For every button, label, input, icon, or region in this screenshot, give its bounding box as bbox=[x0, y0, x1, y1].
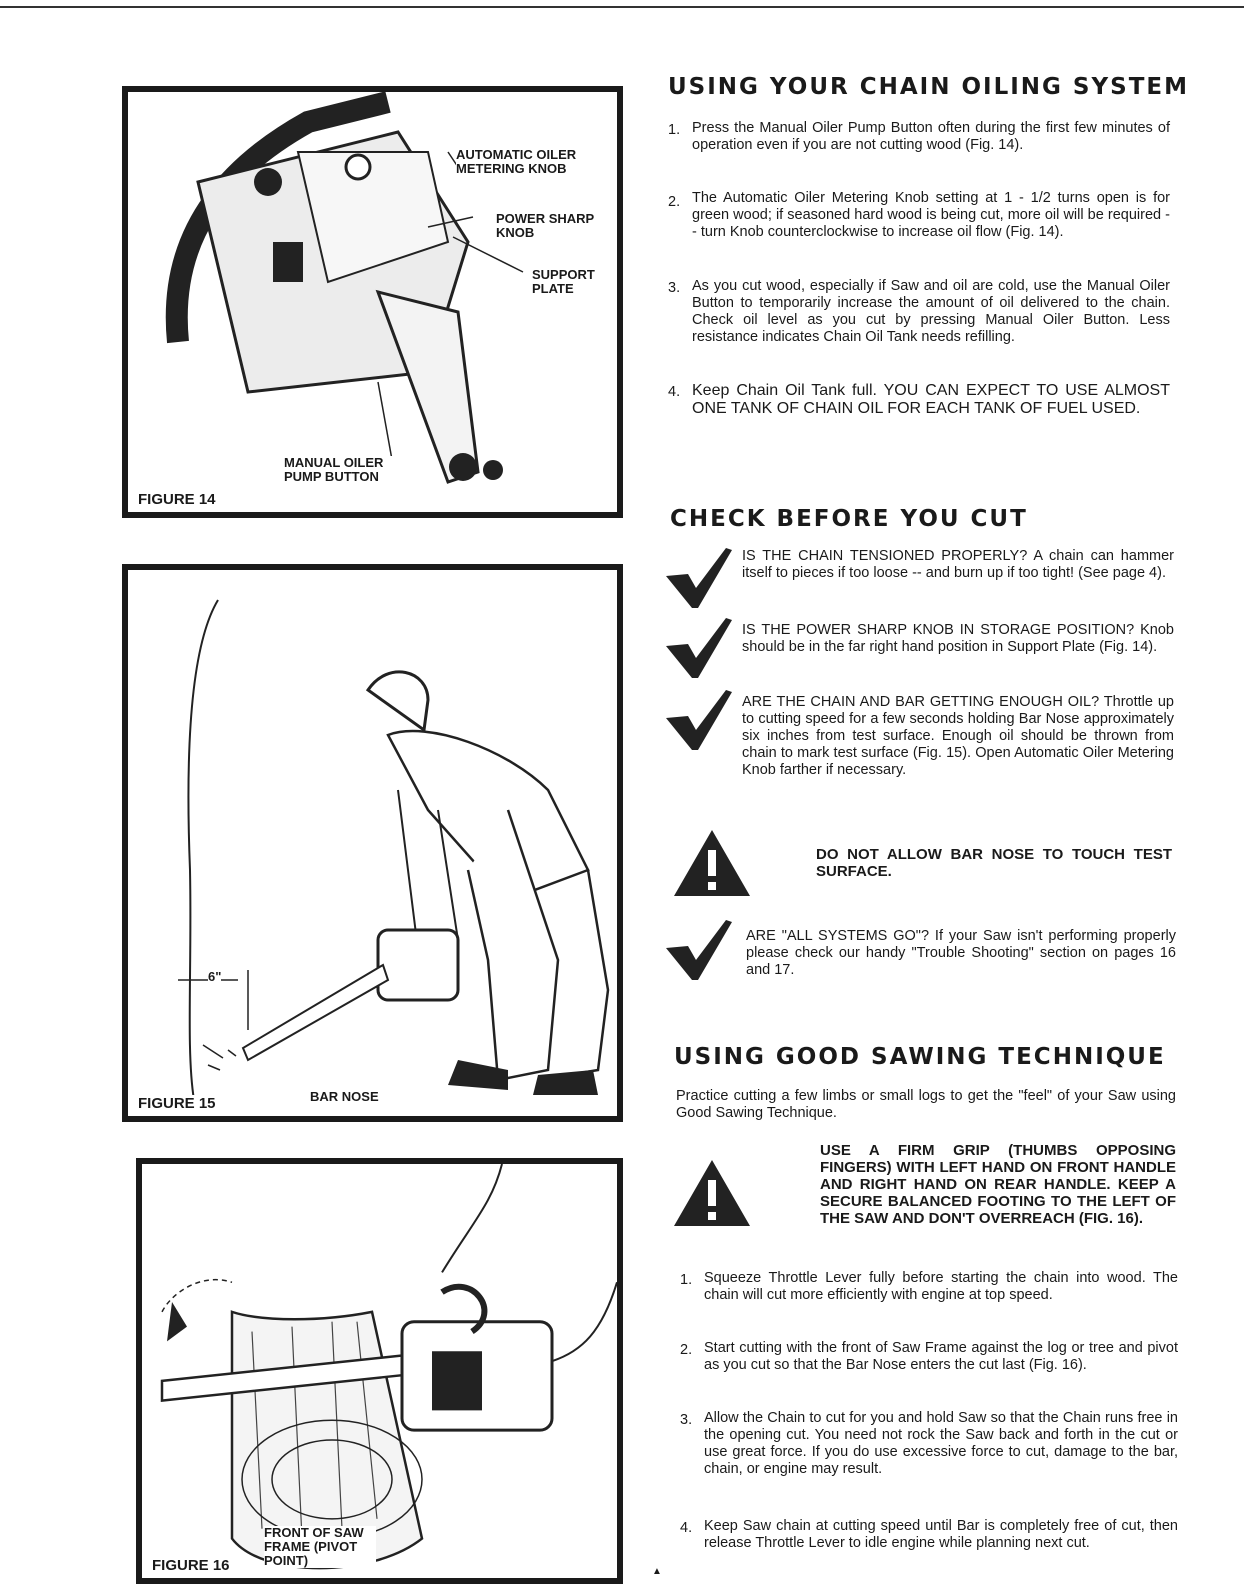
check-item-2: IS THE POWER SHARP KNOB IN STORAGE POSITION? Knob should be in the far right hand position in Support Plate (Fig. 14). bbox=[742, 622, 1174, 655]
oiling-item-4: Keep Chain Oil Tank full. YOU CAN EXPECT TO USE ALMOST ONE TANK OF CHAIN OIL FOR EACH TANK OF FUEL USED. bbox=[692, 382, 1170, 417]
sawing-item-1: Squeeze Throttle Lever fully before starting the chain into wood. The chain will cut more efficiently with engine at top speed. bbox=[704, 1270, 1178, 1303]
figure-16 bbox=[136, 1158, 623, 1584]
figure-14 bbox=[122, 86, 623, 518]
sawing-item-1-number: 1. bbox=[680, 1272, 693, 1288]
label-manual-oiler: MANUAL OILER PUMP BUTTON bbox=[284, 456, 414, 484]
label-power-sharp: POWER SHARP KNOB bbox=[496, 212, 616, 240]
label-distance: 6" bbox=[208, 969, 222, 984]
pivot-cut-illustration bbox=[142, 1164, 617, 1578]
figure-15-caption: FIGURE 15 bbox=[134, 1095, 220, 1112]
oiling-item-1: Press the Manual Oiler Pump Button often during the first few minutes of operation even if you are not cutting wood (Fig. 14). bbox=[692, 120, 1170, 153]
heading-sawing: USING GOOD SAWING TECHNIQUE bbox=[674, 1044, 1166, 1070]
check-item-3: ARE THE CHAIN AND BAR GETTING ENOUGH OIL? Throttle up to cutting speed for a few seconds holding Bar Nose approximately six inches from test surface. Enough oil should be thrown from chain to mark test surface (Fig. 15). Open Automatic Oiler Metering Knob farther if necessary. bbox=[742, 694, 1174, 778]
warning-icon bbox=[674, 830, 750, 896]
oiling-item-3-number: 3. bbox=[668, 280, 681, 296]
figure-14-caption: FIGURE 14 bbox=[134, 491, 220, 508]
checkmark-icon bbox=[666, 548, 732, 608]
label-front-frame: FRONT OF SAW FRAME (PIVOT POINT) bbox=[264, 1526, 376, 1568]
top-rule bbox=[0, 6, 1244, 8]
label-oiler-knob: AUTOMATIC OILER METERING KNOB bbox=[456, 148, 616, 176]
sawing-warning: USE A FIRM GRIP (THUMBS OPPOSING FINGERS) WITH LEFT HAND ON FRONT HANDLE AND RIGHT HAND ON REAR HANDLE. KEEP A SECURE BALANCED FOOTING TO THE LEFT OF THE SAW AND DON'T OVERREACH (FIG. 16). bbox=[820, 1142, 1176, 1227]
checkmark-icon bbox=[666, 690, 732, 750]
sawing-intro: Practice cutting a few limbs or small logs to get the "feel" of your Saw using Good Sawing Technique. bbox=[676, 1088, 1176, 1121]
oiling-item-2-number: 2. bbox=[668, 194, 681, 210]
oiling-item-2: The Automatic Oiler Metering Knob setting at 1 - 1/2 turns open is for green wood; if seasoned hard wood is being cut, more oil will be required -- turn Knob counterclockwise to increase oil flow (Fig. 14). bbox=[692, 190, 1170, 240]
page-mark: ▲ bbox=[652, 1566, 662, 1577]
oiling-item-3: As you cut wood, especially if Saw and oil are cold, use the Manual Oiler Button to temporarily increase the amount of oil delivered to the chain. Check oil level as you cut by pressing Manual Oiler Button. Less resistance indicates Chain Oil Tank needs refilling. bbox=[692, 278, 1170, 345]
figure-15 bbox=[122, 564, 623, 1122]
sawing-item-4: Keep Saw chain at cutting speed until Bar is completely free of cut, then release Throttle Lever to idle engine while planning next cut. bbox=[704, 1518, 1178, 1551]
check-item-1: IS THE CHAIN TENSIONED PROPERLY? A chain can hammer itself to pieces if too loose -- and burn up if too tight! (See page 4). bbox=[742, 548, 1174, 581]
label-support-plate: SUPPORT PLATE bbox=[532, 268, 612, 296]
heading-oiling: USING YOUR CHAIN OILING SYSTEM bbox=[668, 74, 1189, 100]
check-warning: DO NOT ALLOW BAR NOSE TO TOUCH TEST SURFACE. bbox=[816, 846, 1172, 880]
sawing-item-2: Start cutting with the front of Saw Frame against the log or tree and pivot as you cut so that the Bar Nose enters the cut last (Fig. 16). bbox=[704, 1340, 1178, 1373]
heading-check: CHECK BEFORE YOU CUT bbox=[670, 506, 1028, 532]
checkmark-icon bbox=[666, 920, 732, 980]
warning-icon bbox=[674, 1160, 750, 1226]
sawing-item-2-number: 2. bbox=[680, 1342, 693, 1358]
operator-test-cut-illustration bbox=[128, 570, 617, 1116]
label-bar-nose: BAR NOSE bbox=[310, 1089, 379, 1104]
figure-16-caption: FIGURE 16 bbox=[148, 1557, 234, 1574]
sawing-item-3-number: 3. bbox=[680, 1412, 693, 1428]
oiling-item-1-number: 1. bbox=[668, 122, 681, 138]
sawing-item-4-number: 4. bbox=[680, 1520, 693, 1536]
checkmark-icon bbox=[666, 618, 732, 678]
sawing-item-3: Allow the Chain to cut for you and hold Saw so that the Chain runs free in the opening cut. You need not rock the Saw back and forth in the cut or use great force. If you do use excessive force to cut, damage to the bar, chain, or engine may result. bbox=[704, 1410, 1178, 1477]
check-item-4: ARE "ALL SYSTEMS GO"? If your Saw isn't performing properly please check our handy "Trouble Shooting" section on pages 16 and 17. bbox=[746, 928, 1176, 978]
oiling-item-4-number: 4. bbox=[668, 384, 681, 400]
